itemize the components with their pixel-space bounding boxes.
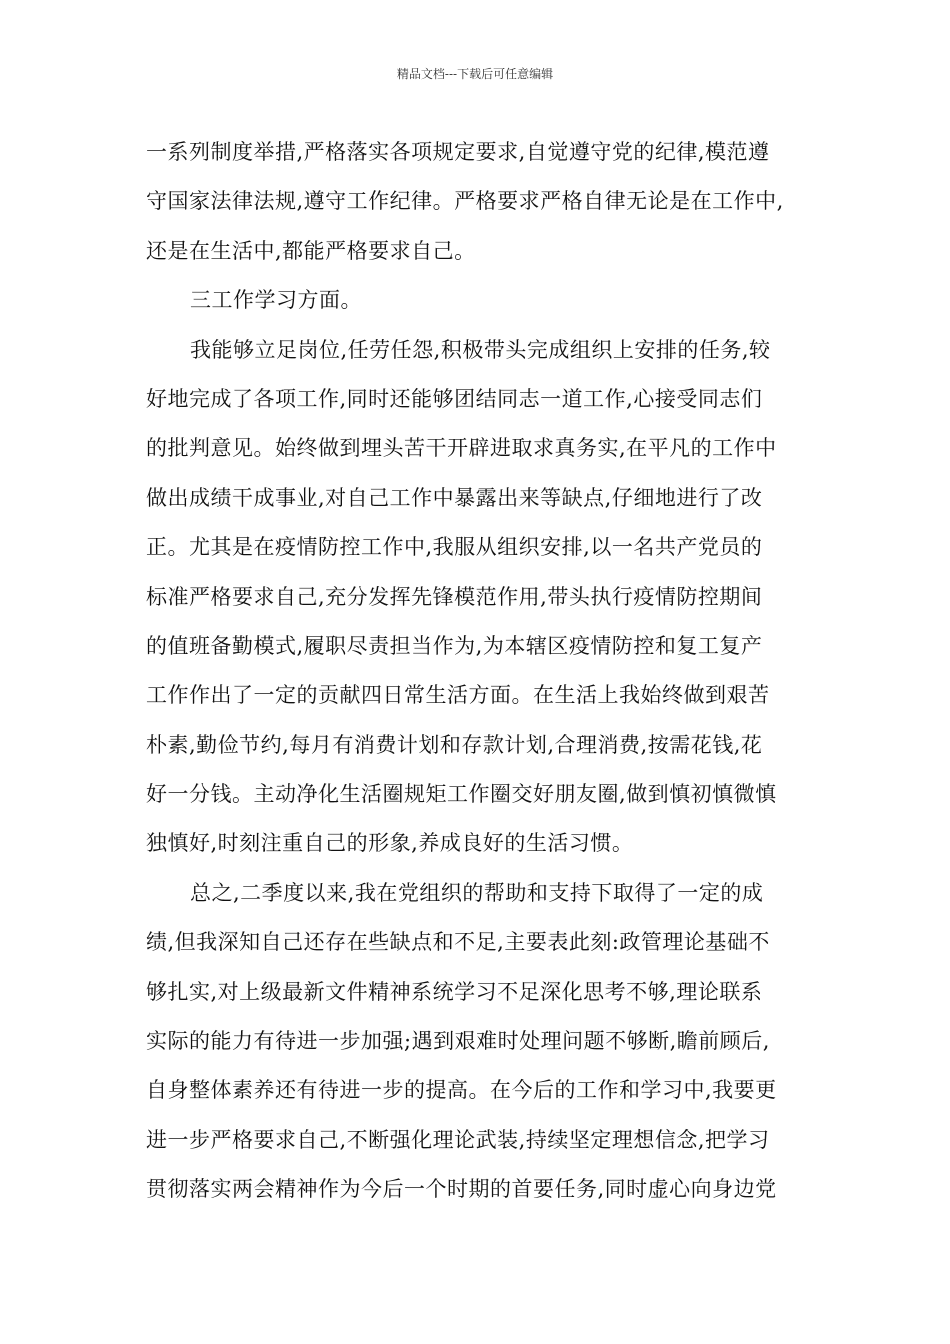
text-line: 独慎好,时刻注重自己的形象,养成良好的生活习惯。 (146, 831, 634, 856)
text-line: 正。尤其是在疫情防控工作中,我服从组织安排,以一名共产党员的 (146, 535, 763, 560)
text-line: 够扎实,对上级最新文件精神系统学习不足深化思考不够,理论联系 (146, 979, 763, 1004)
text-line: 好一分钱。主动净化生活圈规矩工作圈交好朋友圈,做到慎初慎微慎 (146, 782, 777, 807)
text-line: 绩,但我深知自己还存在些缺点和不足,主要表此刻:政管理论基础不 (146, 930, 770, 955)
page-header: 精品文档---下载后可任意编辑 (396, 67, 554, 81)
text-line: 工作作出了一定的贡献四日常生活方面。在生活上我始终做到艰苦 (146, 683, 770, 708)
document-body (146, 132, 810, 1219)
text-line: 进一步严格要求自己,不断强化理论武装,持续坚定理想信念,把学习 (146, 1127, 770, 1152)
text-line: 做出成绩干成事业,对自己工作中暴露出来等缺点,仔细地进行了改 (146, 485, 763, 510)
text-line: 三工作学习方面。 (190, 288, 362, 313)
text-line: 一系列制度举措,严格落实各项规定要求,自觉遵守党的纪律,模范遵 (146, 140, 770, 164)
text-line: 实际的能力有待进一步加强;遇到艰难时处理问题不够断,瞻前顾后, (146, 1029, 770, 1054)
text-line: 还是在生活中,都能严格要求自己。 (146, 238, 476, 263)
text-line: 贯彻落实两会精神作为今后一个时期的首要任务,同时虚心向身边党 (146, 1177, 777, 1202)
text-line: 朴素,勤俭节约,每月有消费计划和存款计划,合理消费,按需花钱,花 (146, 732, 763, 757)
text-line: 守国家法律法规,遵守工作纪律。严格要求严格自律无论是在工作中, (146, 189, 784, 214)
text-line: 总之,二季度以来,我在党组织的帮助和支持下取得了一定的成 (190, 880, 764, 905)
text-line: 好地完成了各项工作,同时还能够团结同志一道工作,心接受同志们 (146, 386, 763, 411)
text-line: 标准严格要求自己,充分发挥先锋模范作用,带头执行疫情防控期间 (146, 584, 763, 609)
text-line: 的值班备勤模式,履职尽责担当作为,为本辖区疫情防控和复工复产 (146, 633, 763, 658)
text-line: 我能够立足岗位,任劳任怨,积极带头完成组织上安排的任务,较 (190, 337, 771, 362)
text-line: 自身整体素养还有待进一步的提高。在今后的工作和学习中,我要更 (146, 1078, 777, 1103)
text-line: 的批判意见。始终做到埋头苦干开辟进取求真务实,在平凡的工作中 (146, 436, 777, 461)
